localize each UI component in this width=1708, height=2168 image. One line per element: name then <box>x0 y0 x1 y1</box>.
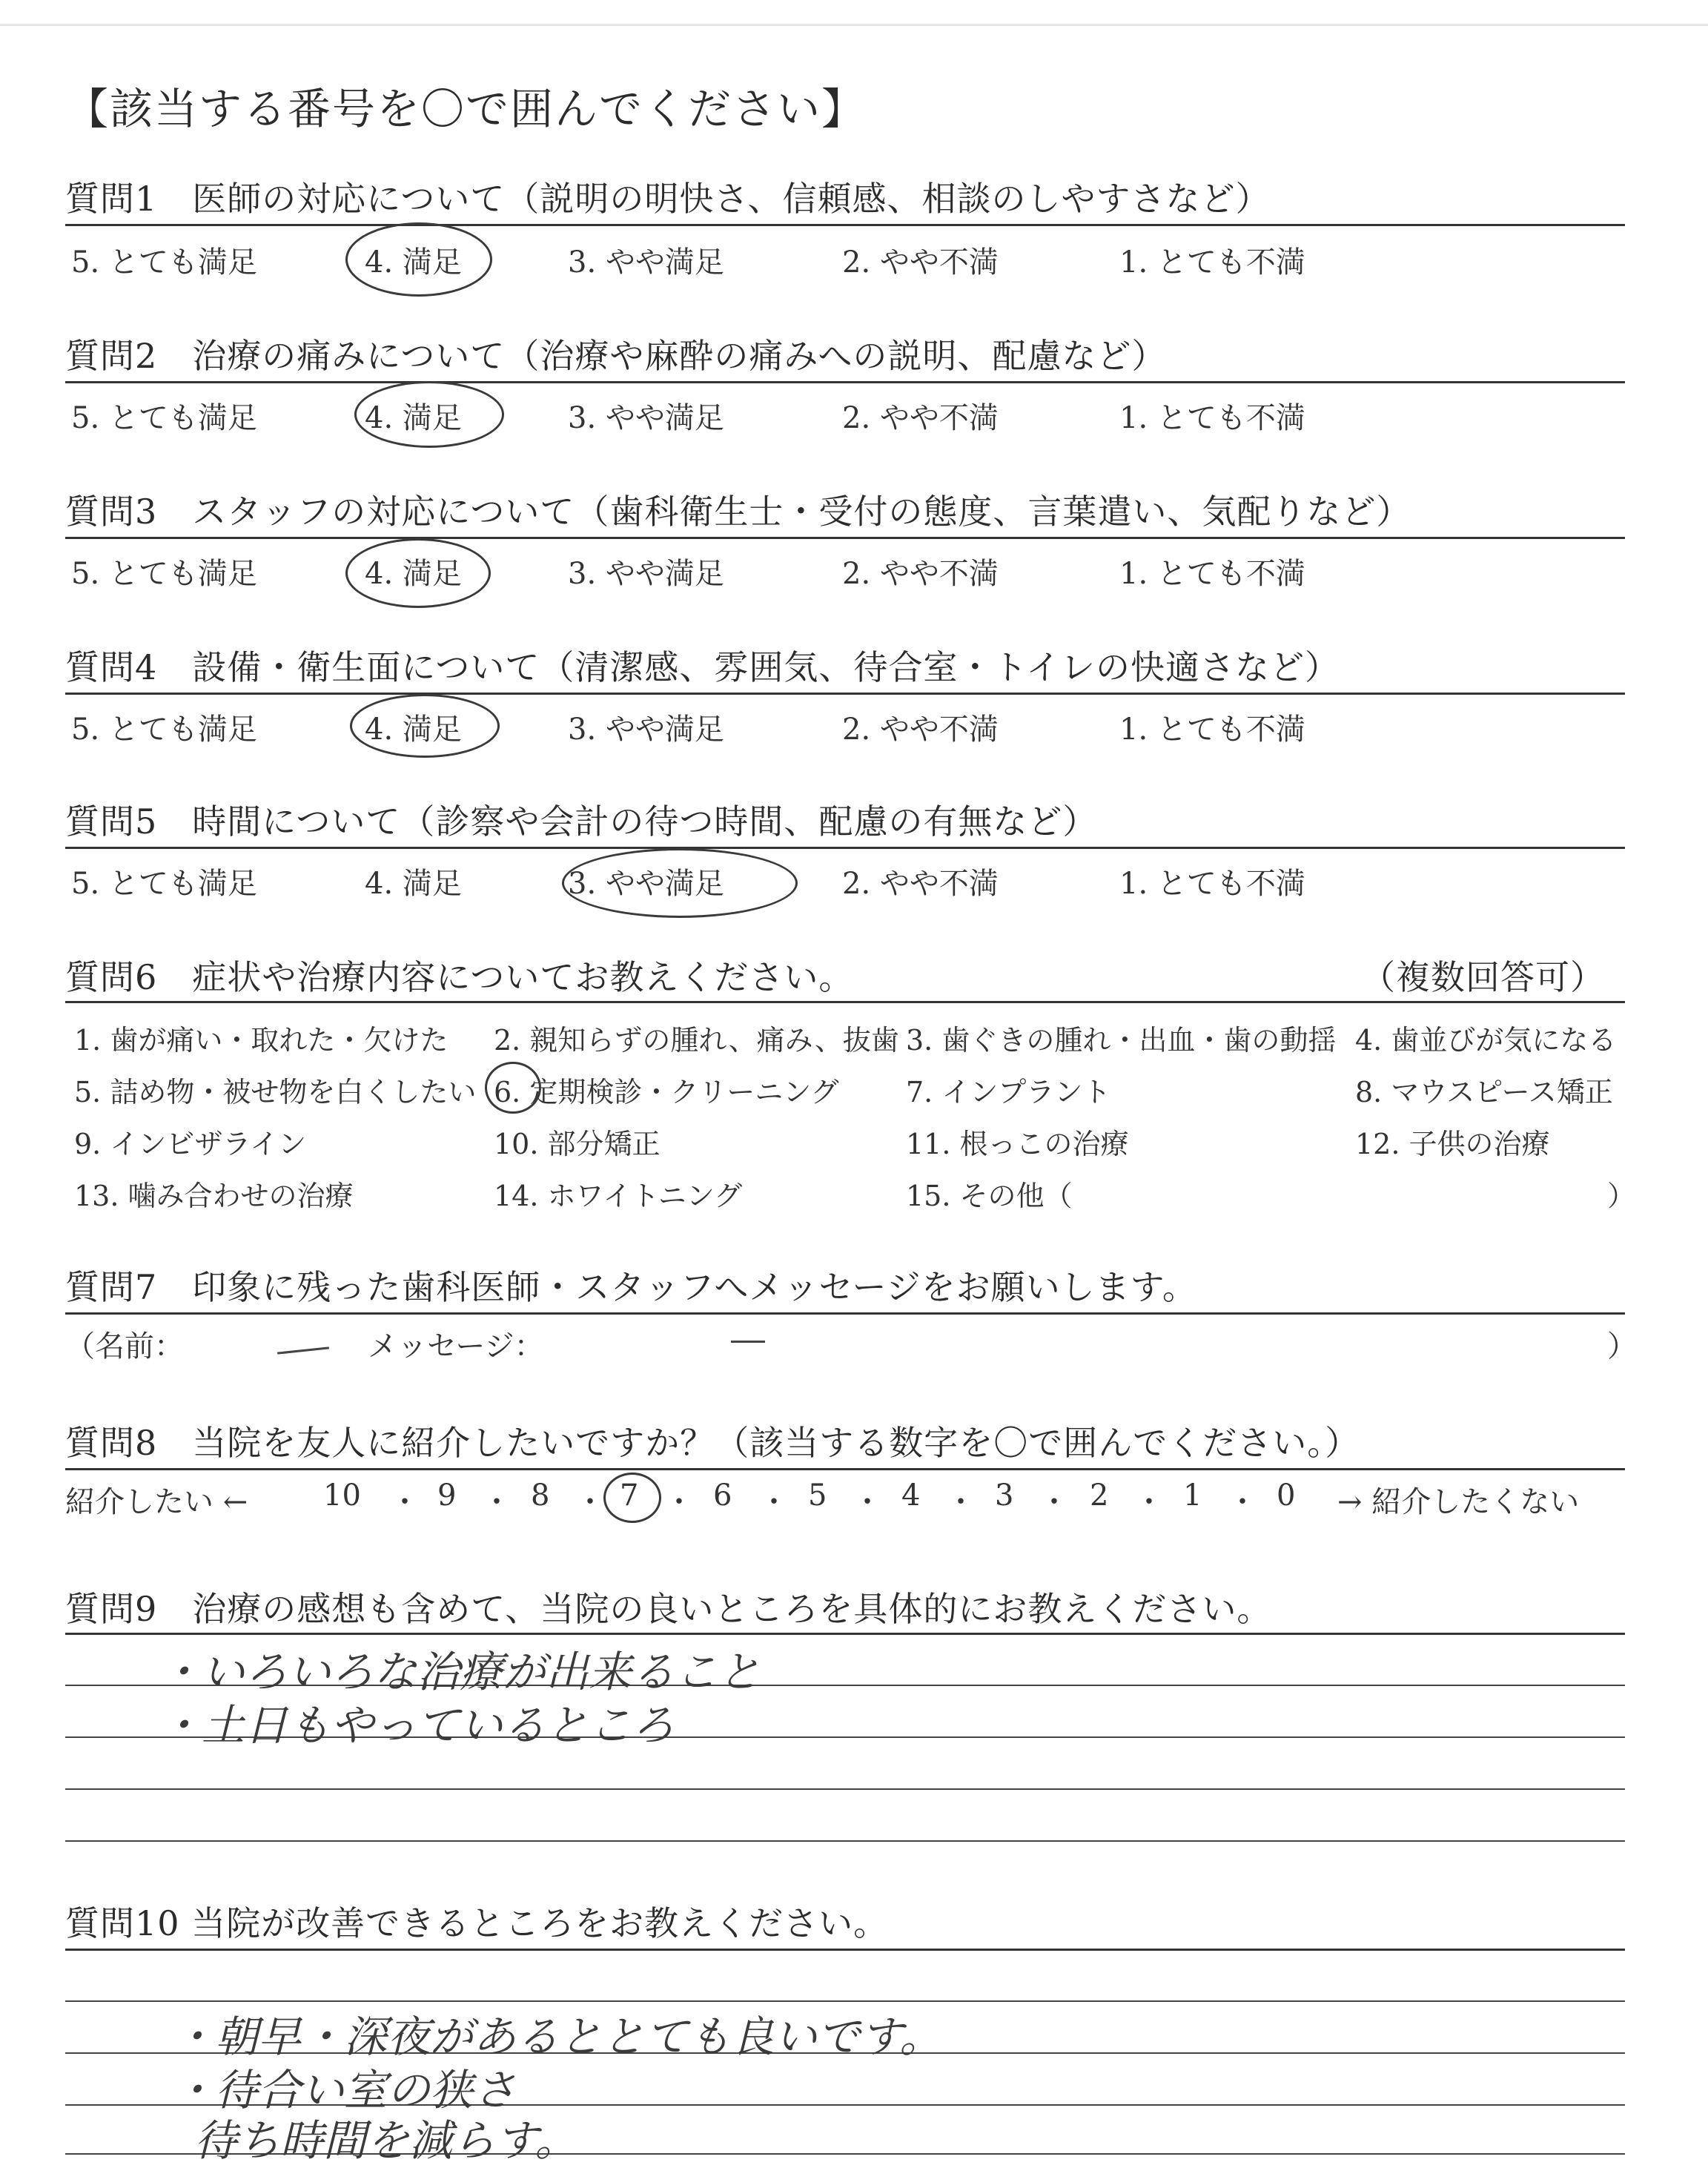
q10-answer-2: ・待合い室の狭さ <box>172 2065 517 2115</box>
q6-item-8[interactable]: 8. マウスピース矯正 <box>1355 1076 1613 1108</box>
q4-option-4[interactable]: 4. 満足 <box>365 713 462 747</box>
q8-scale-7[interactable]: 7 <box>620 1478 639 1513</box>
q1-option-1[interactable]: 1. とても不満 <box>1119 245 1305 280</box>
q8-right-label: → 紹介したくない <box>1337 1485 1580 1519</box>
q6-item-15[interactable]: 15. その他（ <box>906 1180 1073 1212</box>
q2-option-5[interactable]: 5. とても満足 <box>71 401 257 435</box>
q8-sep: ・ <box>1228 1485 1257 1519</box>
q3-heading: 質問3 スタッフの対応について（歯科衛生士・受付の態度、言葉遣い、気配りなど） <box>65 492 1411 532</box>
q5-heading: 質問5 時間について（診察や会計の待つ時間、配慮の有無など） <box>65 802 1098 842</box>
q1-heading: 質問1 医師の対応について（説明の明快さ、信頼感、相談のしやすさなど） <box>65 179 1271 219</box>
q8-sep: ・ <box>853 1485 882 1519</box>
q8-sep: ・ <box>664 1485 694 1519</box>
q10-answer-3: 待ち時間を減らす。 <box>194 2115 578 2166</box>
q5-option-4[interactable]: 4. 満足 <box>365 867 462 901</box>
q8-sep: ・ <box>482 1485 512 1519</box>
q6-item-14[interactable]: 14. ホワイトニング <box>494 1180 743 1212</box>
q2-option-1[interactable]: 1. とても不満 <box>1119 401 1305 435</box>
q8-scale-6[interactable]: 6 <box>713 1478 732 1513</box>
q4-option-1[interactable]: 1. とても不満 <box>1119 713 1305 747</box>
q4-rule <box>65 693 1625 695</box>
q6-item-6[interactable]: 6. 定期検診・クリーニング <box>494 1076 839 1108</box>
q8-scale-9[interactable]: 9 <box>437 1478 457 1513</box>
q4-heading: 質問4 設備・衛生面について（清潔感、雰囲気、待合室・トイレの快適さなど） <box>65 647 1340 687</box>
q3-rule <box>65 537 1625 539</box>
q7-name-label: （名前： <box>65 1329 184 1364</box>
q9-answer-line <box>65 1788 1625 1790</box>
q8-selection-circle <box>603 1473 661 1523</box>
q3-option-2[interactable]: 2. やや不満 <box>842 557 999 591</box>
q9-heading: 質問9 治療の感想も含めて、当院の良いところを具体的にお教えください。 <box>65 1589 1272 1629</box>
q6-item-11[interactable]: 11. 根っこの治療 <box>906 1128 1129 1160</box>
q3-selection-circle <box>345 538 491 608</box>
q8-scale-0[interactable]: 0 <box>1277 1478 1296 1513</box>
q8-sep: ・ <box>575 1485 605 1519</box>
q6-item-5[interactable]: 5. 詰め物・被せ物を白くしたい <box>74 1076 477 1108</box>
page-top-edge <box>0 24 1708 26</box>
q10-answer-1: ・朝早・深夜があるととても良いです。 <box>172 2012 943 2062</box>
q8-sep: ・ <box>946 1485 976 1519</box>
q2-option-2[interactable]: 2. やや不満 <box>842 401 999 435</box>
q7-close-paren: ） <box>1607 1329 1637 1364</box>
q6-item-3[interactable]: 3. 歯ぐきの腫れ・出血・歯の動揺 <box>906 1024 1337 1057</box>
q10-rule <box>65 1949 1625 1951</box>
q1-selection-circle <box>345 222 492 297</box>
q1-option-4[interactable]: 4. 満足 <box>365 245 462 280</box>
q5-rule <box>65 847 1625 849</box>
q6-selection-circle <box>485 1062 541 1114</box>
q9-rule <box>65 1633 1625 1635</box>
q2-rule <box>65 381 1625 383</box>
q8-rule <box>65 1468 1625 1470</box>
q6-item-12[interactable]: 12. 子供の治療 <box>1355 1128 1550 1160</box>
q1-rule <box>65 224 1625 226</box>
q8-scale-4[interactable]: 4 <box>901 1478 921 1513</box>
q8-scale-10[interactable]: 10 <box>323 1478 361 1513</box>
q2-selection-circle <box>354 381 504 448</box>
q3-option-1[interactable]: 1. とても不満 <box>1119 557 1305 591</box>
q8-scale-8[interactable]: 8 <box>531 1478 550 1513</box>
q6-item-13[interactable]: 13. 噛み合わせの治療 <box>74 1180 354 1212</box>
q10-heading: 質問10 当院が改善できるところをお教えください。 <box>65 1903 889 1943</box>
q7-heading: 質問7 印象に残った歯科医師・スタッフへメッセージをお願いします。 <box>65 1267 1197 1307</box>
q8-scale-5[interactable]: 5 <box>808 1478 827 1513</box>
q8-heading: 質問8 当院を友人に紹介したいですか？（該当する数字を〇で囲んでください。） <box>65 1423 1360 1463</box>
q6-item-4[interactable]: 4. 歯並びが気になる <box>1355 1024 1617 1057</box>
q7-name-dash <box>277 1346 329 1354</box>
q8-scale-2[interactable]: 2 <box>1090 1478 1109 1513</box>
q3-option-5[interactable]: 5. とても満足 <box>71 557 257 591</box>
q8-sep: ・ <box>1039 1485 1069 1519</box>
q6-item-7[interactable]: 7. インプラント <box>906 1076 1111 1108</box>
q9-answer-line <box>65 1840 1625 1842</box>
q2-option-3[interactable]: 3. やや満足 <box>568 401 724 435</box>
q6-item-1[interactable]: 1. 歯が痛い・取れた・欠けた <box>74 1024 448 1057</box>
q4-selection-circle <box>350 694 500 758</box>
q8-sep: ・ <box>1134 1485 1164 1519</box>
q4-option-2[interactable]: 2. やや不満 <box>842 713 999 747</box>
q8-sep: ・ <box>759 1485 789 1519</box>
q7-message-label: メッセージ： <box>368 1329 544 1364</box>
q6-heading: 質問6 症状や治療内容についてお教えください。 <box>65 957 854 997</box>
q6-item-9[interactable]: 9. インビザライン <box>74 1128 307 1160</box>
q5-option-5[interactable]: 5. とても満足 <box>71 867 257 901</box>
q5-option-1[interactable]: 1. とても不満 <box>1119 867 1305 901</box>
q2-heading: 質問2 治療の痛みについて（治療や麻酔の痛みへの説明、配慮など） <box>65 336 1167 376</box>
q6-other-close-paren: ） <box>1607 1180 1636 1212</box>
q6-item-2[interactable]: 2. 親知らずの腫れ、痛み、抜歯 <box>494 1024 899 1057</box>
q5-option-2[interactable]: 2. やや不満 <box>842 867 999 901</box>
q9-answer-1: ・いろいろな治療が出来ること <box>159 1647 761 1697</box>
q1-option-3[interactable]: 3. やや満足 <box>568 245 724 280</box>
q2-option-4[interactable]: 4. 満足 <box>365 401 462 435</box>
q4-option-3[interactable]: 3. やや満足 <box>568 713 724 747</box>
q8-sep: ・ <box>390 1485 420 1519</box>
q3-option-3[interactable]: 3. やや満足 <box>568 557 724 591</box>
q8-scale-1[interactable]: 1 <box>1183 1478 1202 1513</box>
form-title: 【該当する番号を〇で囲んでください】 <box>65 84 867 134</box>
q5-option-3[interactable]: 3. やや満足 <box>568 867 724 901</box>
q6-multiple-note: （複数回答可） <box>1361 957 1605 997</box>
q9-answer-2: ・土日もやっているところ <box>159 1700 675 1751</box>
q6-rule <box>65 1001 1625 1003</box>
q6-item-10[interactable]: 10. 部分矯正 <box>494 1128 661 1160</box>
q4-option-5[interactable]: 5. とても満足 <box>71 713 257 747</box>
q7-message-dash <box>731 1341 765 1343</box>
q1-option-2[interactable]: 2. やや不満 <box>842 245 999 280</box>
q8-scale-3[interactable]: 3 <box>995 1478 1014 1513</box>
q7-rule <box>65 1312 1625 1315</box>
q5-selection-circle <box>562 848 798 918</box>
q8-left-label: 紹介したい ← <box>65 1485 248 1519</box>
q1-option-5[interactable]: 5. とても満足 <box>71 245 257 280</box>
q3-option-4[interactable]: 4. 満足 <box>365 557 462 591</box>
